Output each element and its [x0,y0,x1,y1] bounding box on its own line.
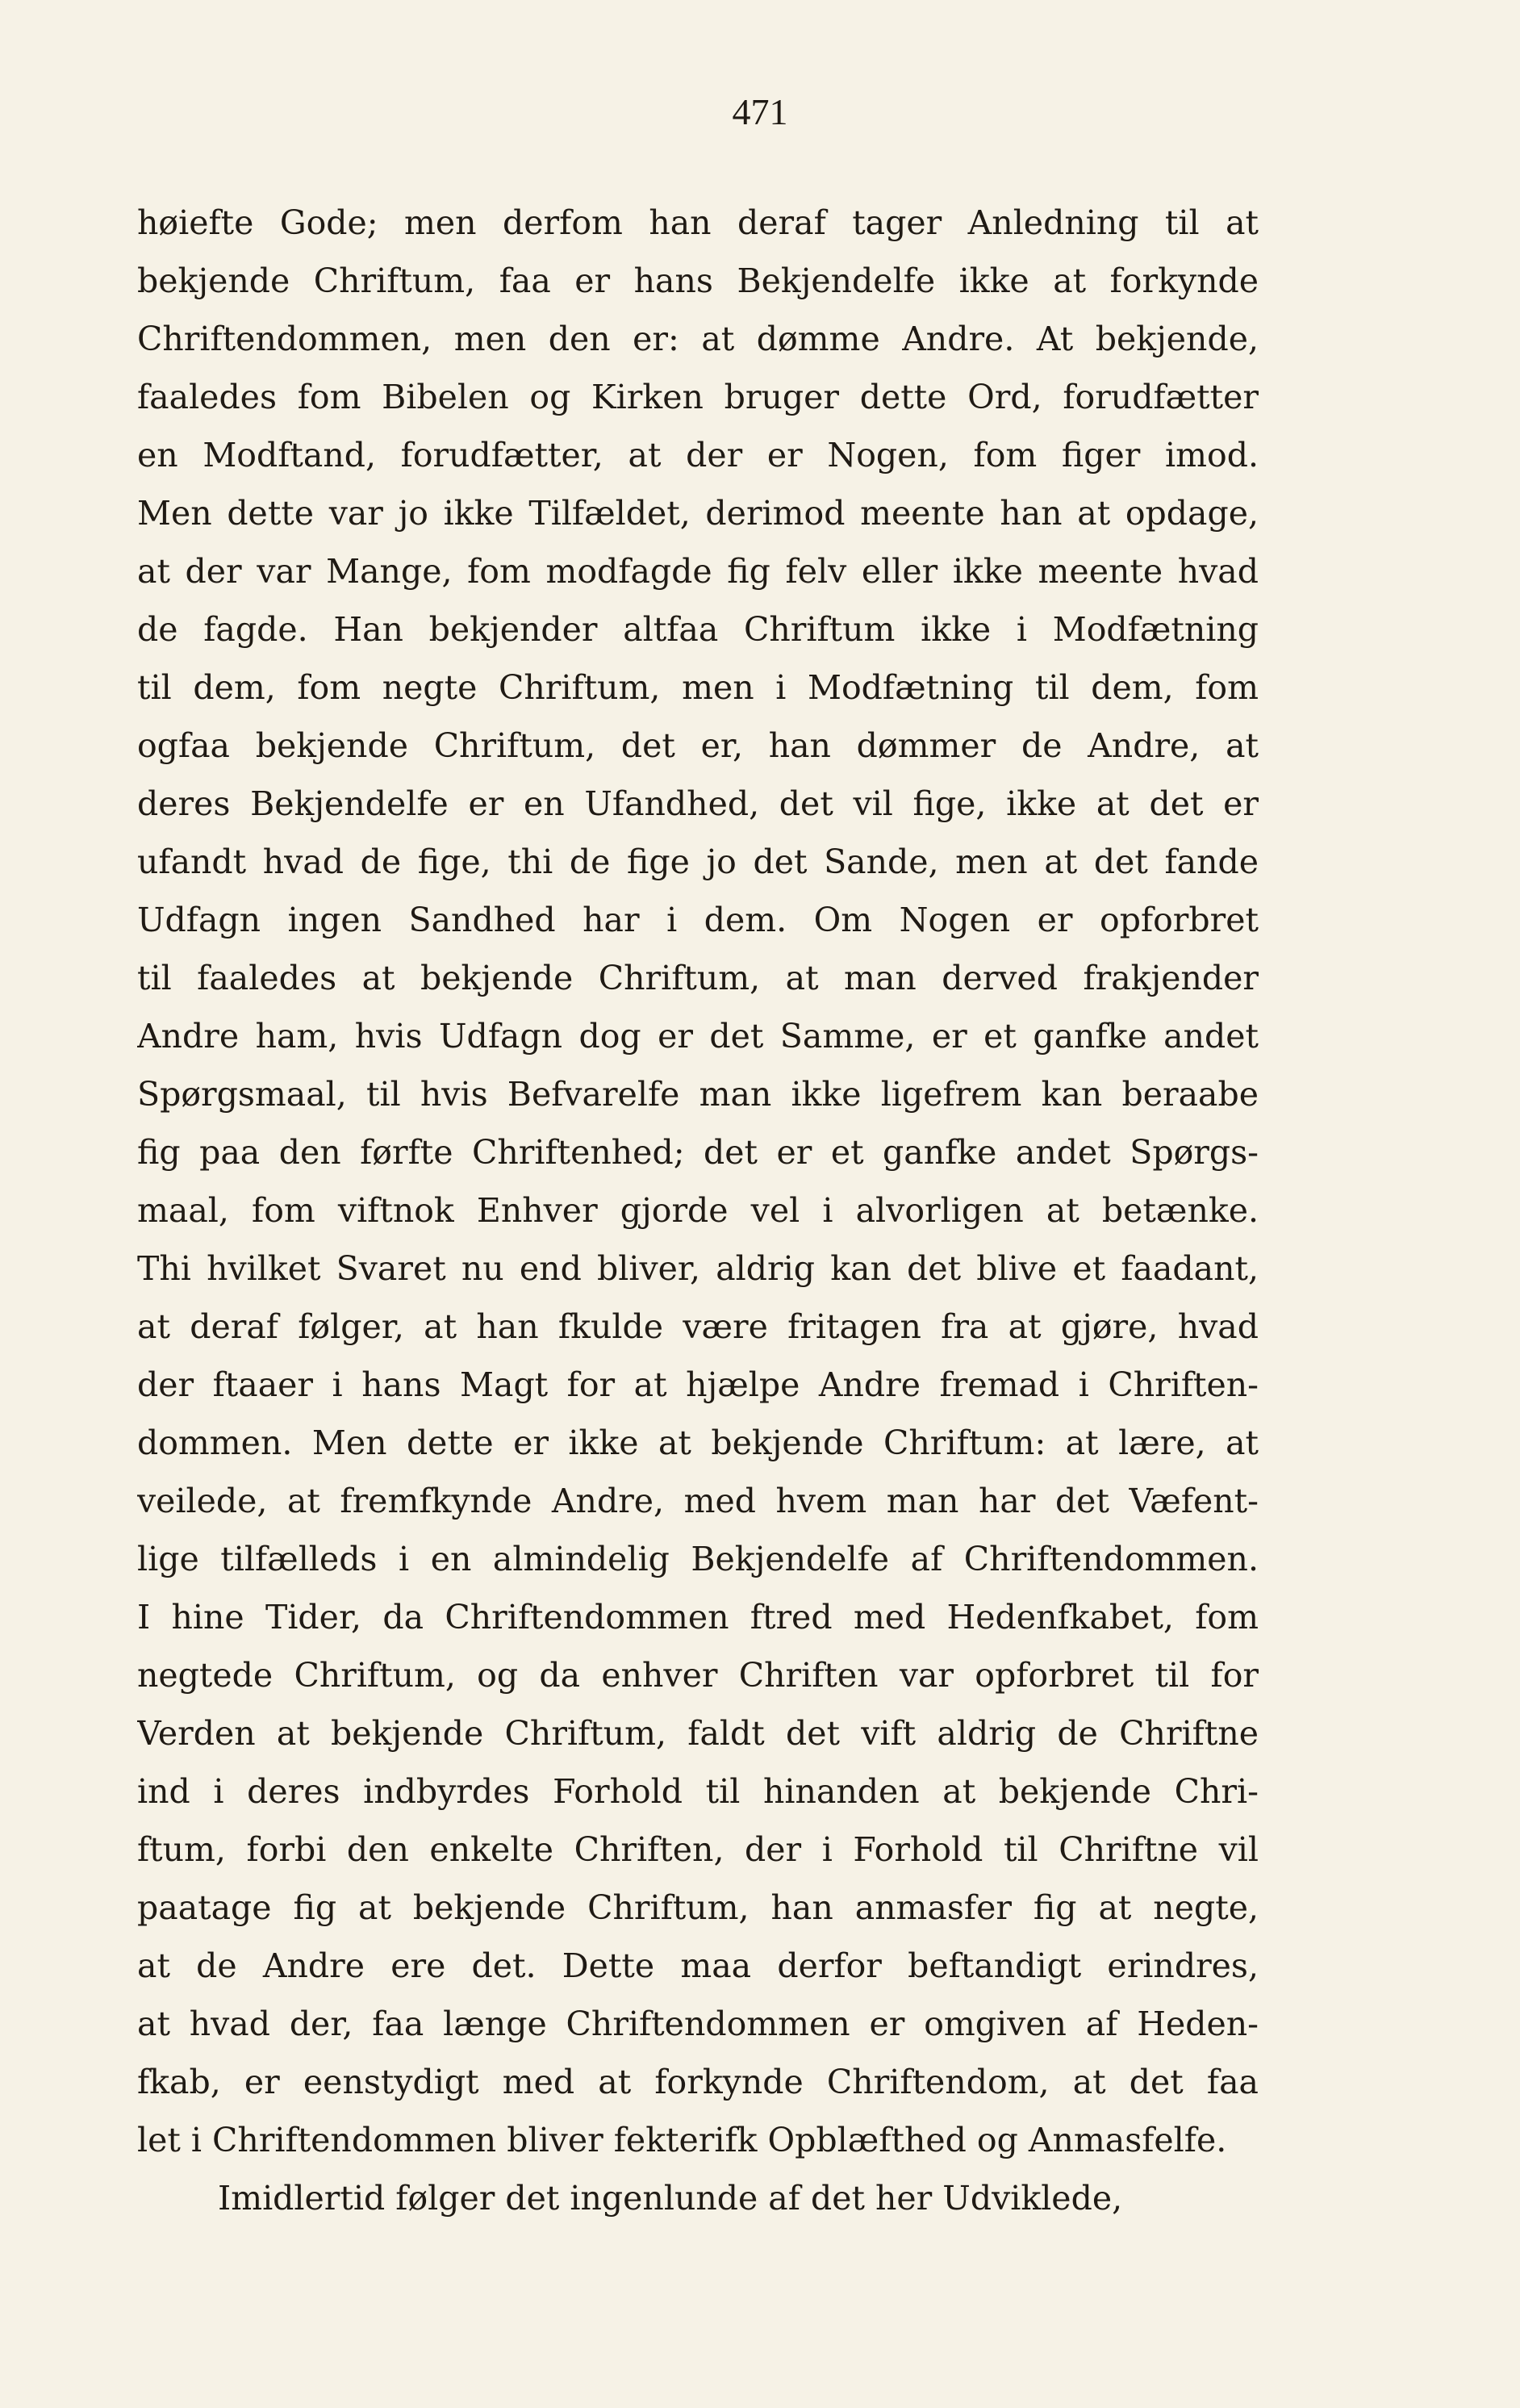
text-line: at hvad der, faa længe Chriftendommen er omgiven af Heden- [137,2005,1259,2043]
text-line: bekjende Chriftum, faa er hans Bekjendelfe ikke at forkynde [137,261,1259,300]
page-number: 471 [732,91,788,132]
text-line: fkab, er eenstydigt med at forkynde Chriftendom, at det faa [137,2063,1259,2101]
text-line: Andre ham, hvis Udfagn dog er det Samme, er et ganfke andet [137,1017,1259,1056]
text-line: faaledes fom Bibelen og Kirken bruger dette Ord, forudfætter [137,378,1259,416]
text-line: ufandt hvad de fige, thi de fige jo det Sande, men at det fande [137,842,1259,881]
text-line: lige tilfælleds i en almindelig Bekjendelfe af Chriftendommen. [137,1540,1259,1578]
text-line: ftum, forbi den enkelte Chriften, der i Forhold til Chriftne vil [137,1830,1259,1869]
text-line: dommen. Men dette er ikke at bekjende Chriftum: at lære, at [137,1423,1259,1462]
text-line: ogfaa bekjende Chriftum, det er, han dømmer de Andre, at [137,726,1259,765]
text-line: de fagde. Han bekjender altfaa Chriftum ikke i Modfætning [137,610,1259,649]
text-line: fig paa den førfte Chriftenhed; det er et ganfke andet Spørgs- [137,1133,1259,1172]
text-line: deres Bekjendelfe er en Ufandhed, det vil fige, ikke at det er [137,784,1259,823]
text-line: at de Andre ere det. Dette maa derfor beftandigt erindres, [137,1946,1259,1985]
text-line: Spørgsmaal, til hvis Befvarelfe man ikke ligefrem kan beraabe [137,1075,1259,1114]
text-line: høiefte Gode; men derfom han deraf tager Anledning til at [137,203,1259,242]
text-line: Udfagn ingen Sandhed har i dem. Om Nogen er opforbret [137,901,1259,939]
text-line: der ftaaer i hans Magt for at hjælpe Andre fremad i Chriften- [137,1365,1259,1404]
text-line: paatage fig at bekjende Chriftum, han anmasfer fig at negte, [137,1888,1259,1927]
text-line: Men dette var jo ikke Tilfældet, derimod meente han at opdage, [137,494,1259,533]
text-line: til faaledes at bekjende Chriftum, at man derved frakjender [137,959,1259,997]
text-line: Imidlertid følger det ingenlunde af det her Udviklede, [218,2179,1123,2218]
text-line: Thi hvilket Svaret nu end bliver, aldrig kan det blive et faadant, [137,1249,1259,1288]
text-line: Verden at bekjende Chriftum, faldt det vift aldrig de Chriftne [137,1714,1259,1753]
text-line: let i Chriftendommen bliver fekterifk Opblæfthed og Anmasfelfe. [137,2121,1227,2159]
text-line: negtede Chriftum, og da enhver Chriften var opforbret til for [137,1656,1259,1695]
text-line: I hine Tider, da Chriftendommen ftred med Hedenfkabet, fom [137,1598,1259,1637]
text-line: maal, fom viftnok Enhver gjorde vel i alvorligen at betænke. [137,1191,1259,1230]
text-line: at der var Mange, fom modfagde fig felv eller ikke meente hvad [137,552,1259,591]
text-line: til dem, fom negte Chriftum, men i Modfætning til dem, fom [137,668,1259,707]
text-line: en Modftand, forudfætter, at der er Nogen, fom figer imod. [137,436,1259,474]
text-line: ind i deres indbyrdes Forhold til hinanden at bekjende Chri- [137,1772,1259,1811]
text-line: at deraf følger, at han fkulde være fritagen fra at gjøre, hvad [137,1307,1259,1346]
body-text [137,194,1259,2227]
text-line: Chriftendommen, men den er: at dømme Andre. At bekjende, [137,320,1259,358]
text-line: veilede, at fremfkynde Andre, med hvem man har det Væfent- [137,1482,1259,1520]
